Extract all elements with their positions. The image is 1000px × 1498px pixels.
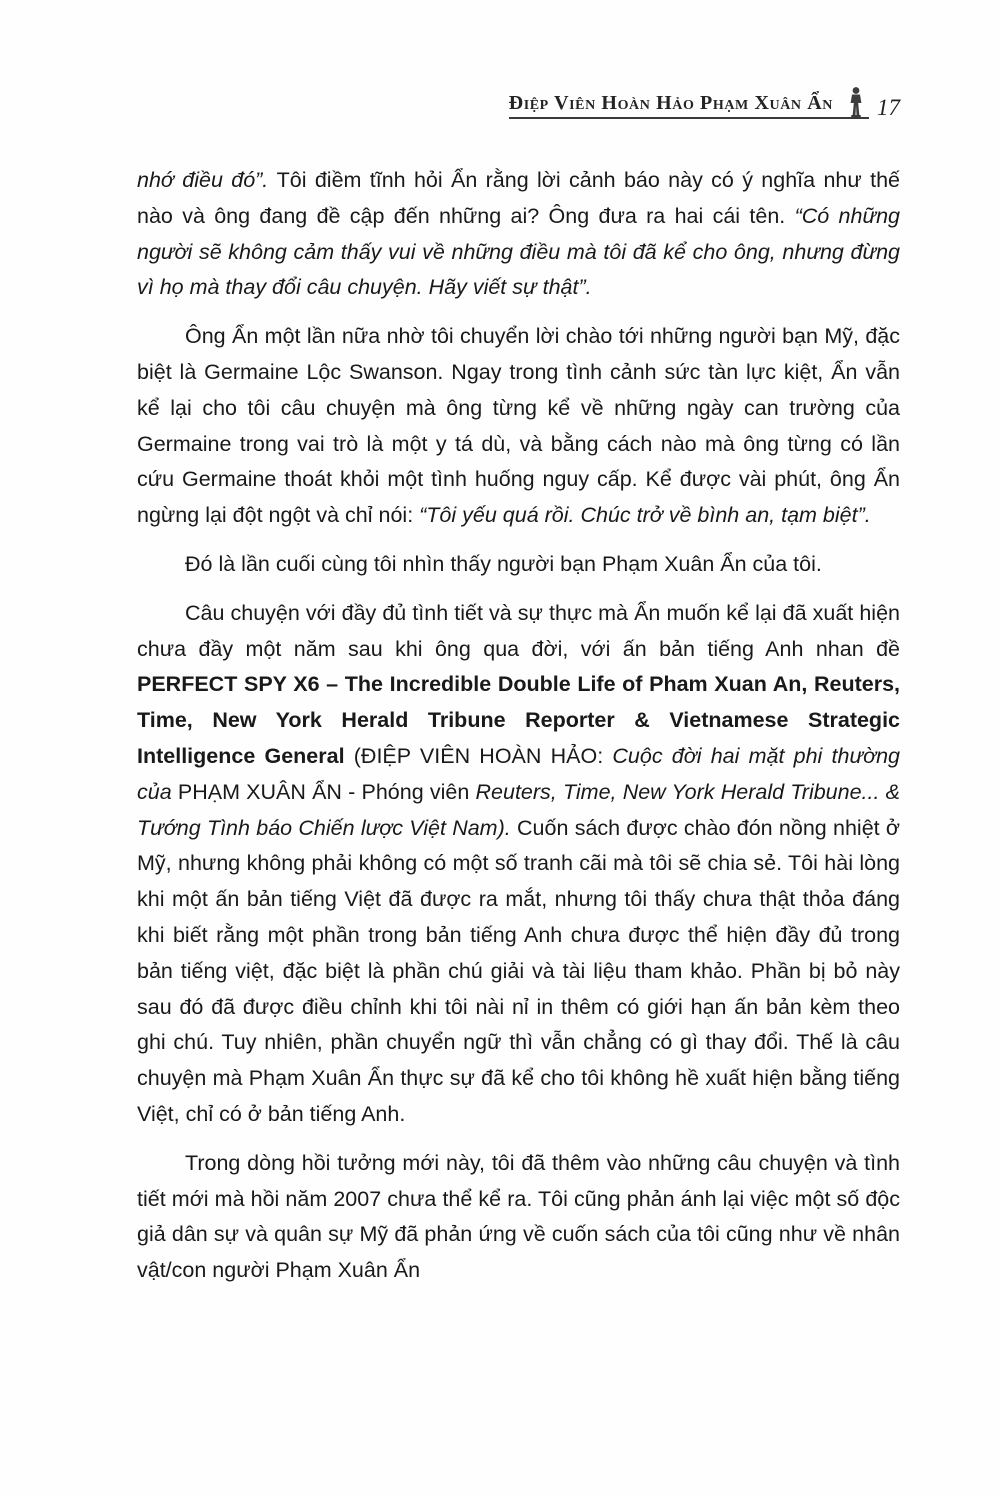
page-body [137, 163, 900, 1289]
text-segment: Tôi điềm tĩnh hỏi Ẩn rằng lời cảnh báo này có ý nghĩa như thế nào và ông đang đề cập đến những ai? Ông đưa ra hai cái tên. [137, 168, 900, 228]
text-segment: Cuộc đời hai mặt phi thường của [137, 743, 901, 804]
text-segment: nhớ điều đó”. [137, 168, 277, 192]
text-segment: “Có những người sẽ không cảm thấy vui về những điều mà tôi đã kể cho ông, nhưng đừng vì họ mà thay đổi câu chuyện. Hãy viết sự thật”. [137, 203, 900, 300]
text-segment: Cuốn sách được chào đón nồng nhiệt ở Mỹ, nhưng không phải không có một số tranh cãi mà tôi sẽ chia sẻ. Tôi hài lòng khi một ấn bản tiếng Việt đã được ra mắt, nhưng tôi thấy chưa thật thỏa đáng khi biết rằng một phần trong bản tiếng Anh chưa được thể hiện đầy đủ trong bản tiếng việt, đặc biệt là phần chú giải và tài liệu tham khảo. Phần bị bỏ này sau đó đã được điều chỉnh khi tôi nài nỉ in thêm có giới hạn ấn bản kèm theo ghi chú. Tuy nhiên, phần chuyển ngữ thì vẫn chẳng có gì thay đổi. Thế là câu chuyện mà Phạm Xuân Ẩn thực sự đã kể cho tôi không hề xuất hiện bằng tiếng Việt, chỉ có ở bản tiếng Anh. [137, 815, 901, 1126]
paragraph-3 [137, 547, 900, 583]
header-rule-group [509, 86, 869, 119]
running-header [137, 86, 900, 119]
text-segment: PERFECT SPY X6 – The Incredible Double Life of Pham Xuan An, Reuters, Time, New York Herald Tribune Reporter & Vietnamese Strategic Intelligence General [137, 672, 900, 768]
paragraph-5 [137, 1146, 900, 1289]
text-segment: “Tôi yếu quá rồi. Chúc trở về bình an, tạm biệt”. [419, 503, 871, 528]
running-title: Điệp Viên Hoàn Hảo Phạm Xuân Ẩn [508, 92, 833, 114]
text-segment: Trong dòng hồi tưởng mới này, tôi đã thêm vào những câu chuyện và tình tiết mới mà hồi năm 2007 chưa thể kể ra. Tôi cũng phản ánh lại việc một số độc giả dân sự và quân sự Mỹ đã phản ứng về cuốn sách của tôi cũng như về nhân vật/con người Phạm Xuân Ẩn [137, 1150, 900, 1283]
page-number: 17 [877, 95, 900, 120]
paragraph-4 [137, 596, 900, 1133]
paragraph-2 [137, 319, 900, 534]
spy-figure-icon [843, 86, 869, 118]
text-segment: Đó là lần cuối cùng tôi nhìn thấy người bạn Phạm Xuân Ẩn của tôi. [185, 551, 822, 576]
text-segment: Reuters, Time, New York Herald Tribune... & Tướng Tình báo Chiến lược Việt Nam). [137, 779, 900, 840]
paragraph-1 [137, 163, 900, 306]
text-segment: Ông Ẩn một lần nữa nhờ tôi chuyển lời chào tới những người bạn Mỹ, đặc biệt là Germaine Lộc Swanson. Ngay trong tình cảnh sức tàn lực kiệt, Ẩn vẫn kể lại cho tôi câu chuyện mà ông từng kể về những ngày can trường của Germaine trong vai trò là một y tá dù, và bằng cách nào mà ông từng có lần cứu Germaine thoát khỏi một tình huống nguy cấp. Kể được vài phút, ông Ẩn ngừng lại đột ngột và chỉ nói: [137, 324, 900, 528]
text-segment: Câu chuyện với đầy đủ tình tiết và sự thực mà Ẩn muốn kể lại đã xuất hiện chưa đầy một năm sau khi ông qua đời, với ấn bản tiếng Anh nhan đề [137, 600, 900, 661]
text-segment: PHẠM XUÂN ẨN - Phóng viên [177, 779, 476, 804]
text-segment: (ĐIỆP VIÊN HOÀN HẢO: [353, 743, 613, 768]
